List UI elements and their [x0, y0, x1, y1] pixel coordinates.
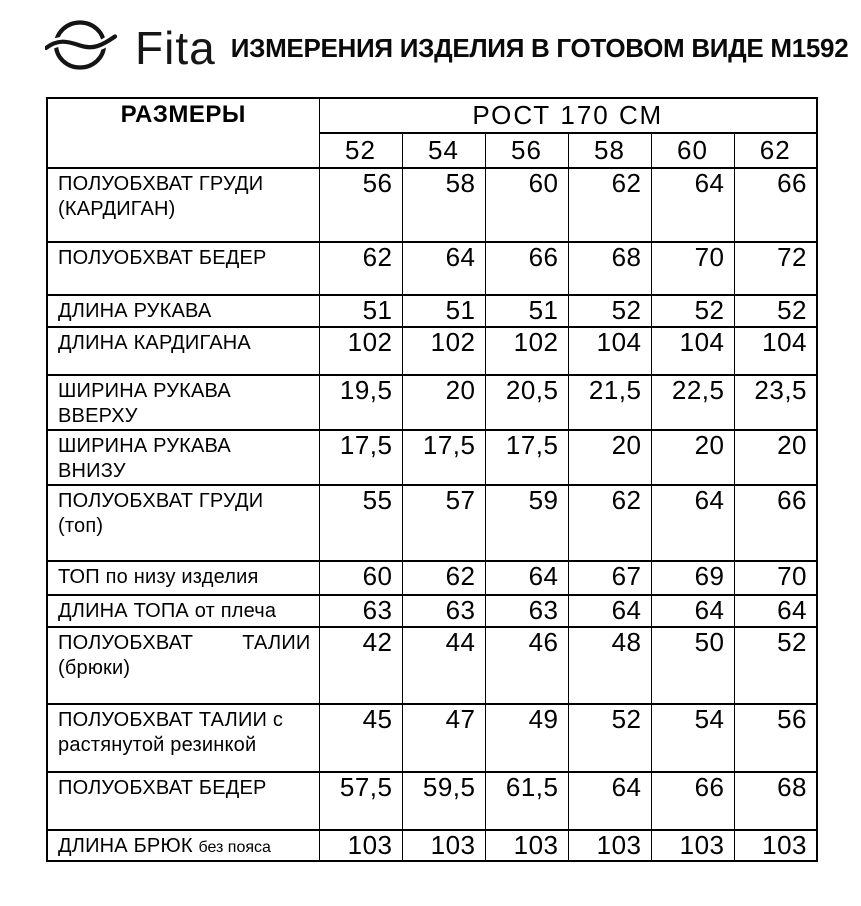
- measurement-value: 23,5: [734, 375, 817, 430]
- measurement-label: [47, 772, 319, 830]
- measurement-value: 20: [734, 430, 817, 485]
- table-row: [47, 704, 817, 772]
- measurement-value: 67: [568, 561, 651, 595]
- measurement-label-line: (топ): [58, 515, 104, 537]
- measurement-value: 64: [568, 595, 651, 627]
- measurement-label: [47, 704, 319, 772]
- measurement-label-line: ШИРИНА РУКАВА: [58, 435, 231, 457]
- measurement-label-line: ПОЛУОБХВАТ ГРУДИ: [58, 490, 264, 512]
- brand-wordmark: Fita: [135, 22, 216, 74]
- measurement-value: 58: [402, 168, 485, 242]
- measurement-label-line: ПОЛУОБХВАТ ТАЛИИ: [58, 632, 311, 654]
- measurement-value: 103: [402, 830, 485, 861]
- measurement-label-line: растянутой резинкой: [58, 734, 257, 756]
- measurement-label: [47, 375, 319, 430]
- measurement-value: 64: [734, 595, 817, 627]
- table-body: [47, 168, 817, 861]
- measurement-value: 102: [319, 327, 402, 375]
- measurement-label: [47, 627, 319, 704]
- page-title: ИЗМЕРЕНИЯ ИЗДЕЛИЯ В ГОТОВОМ ВИДЕ М1592: [230, 32, 849, 63]
- measurement-value: 47: [402, 704, 485, 772]
- measurement-value: 51: [485, 295, 568, 327]
- measurement-label: [47, 327, 319, 375]
- page-header: [0, 0, 861, 82]
- measurement-value: 42: [319, 627, 402, 704]
- measurement-value: 64: [402, 242, 485, 295]
- measurement-label-line: ПОЛУОБХВАТ БЕДЕР: [58, 247, 267, 269]
- measurement-value: 52: [568, 295, 651, 327]
- measurement-value: 63: [319, 595, 402, 627]
- measurement-value: 104: [568, 327, 651, 375]
- measurement-value: 103: [734, 830, 817, 861]
- measurement-label-line: ШИРИНА РУКАВА: [58, 380, 231, 402]
- measurement-value: 22,5: [651, 375, 734, 430]
- measurement-value: 17,5: [485, 430, 568, 485]
- measurement-label-note: без пояса: [198, 839, 271, 856]
- table-row: [47, 627, 817, 704]
- measurement-value: 20: [568, 430, 651, 485]
- measurement-label-line: ВВЕРХУ: [58, 405, 138, 427]
- measurement-value: 20: [402, 375, 485, 430]
- measurement-label: [47, 295, 319, 327]
- measurement-value: 64: [651, 595, 734, 627]
- size-column-header: 62: [734, 133, 817, 168]
- measurement-value: 72: [734, 242, 817, 295]
- measurement-value: 103: [568, 830, 651, 861]
- measurement-value: 68: [568, 242, 651, 295]
- sizes-corner-header: РАЗМЕРЫ: [47, 98, 319, 168]
- table-row: [47, 295, 817, 327]
- table-row: [47, 485, 817, 561]
- measurement-value: 59,5: [402, 772, 485, 830]
- measurement-value: 21,5: [568, 375, 651, 430]
- measurement-label: [47, 168, 319, 242]
- measurement-value: 103: [651, 830, 734, 861]
- measurements-table: [46, 97, 818, 862]
- measurement-value: 60: [319, 561, 402, 595]
- measurement-label: [47, 485, 319, 561]
- measurement-value: 61,5: [485, 772, 568, 830]
- table-row: [47, 561, 817, 595]
- measurement-value: 52: [651, 295, 734, 327]
- measurement-value: 104: [734, 327, 817, 375]
- measurement-value: 64: [651, 485, 734, 561]
- measurement-value: 66: [651, 772, 734, 830]
- group-header-row: [47, 98, 817, 133]
- measurement-value: 64: [568, 772, 651, 830]
- table-header: [47, 98, 817, 168]
- measurement-value: 62: [568, 168, 651, 242]
- measurement-value: 66: [485, 242, 568, 295]
- table-row: [47, 430, 817, 485]
- measurement-value: 66: [734, 485, 817, 561]
- measurement-label-line: ПОЛУОБХВАТ БЕДЕР: [58, 777, 267, 799]
- measurement-value: 66: [734, 168, 817, 242]
- ellipse-wave-logo-icon: [45, 14, 123, 82]
- measurement-value: 62: [319, 242, 402, 295]
- size-column-header: 54: [402, 133, 485, 168]
- measurement-value: 17,5: [319, 430, 402, 485]
- brand-logo: [45, 14, 216, 82]
- measurement-value: 49: [485, 704, 568, 772]
- measurement-value: 52: [734, 295, 817, 327]
- measurement-value: 52: [734, 627, 817, 704]
- table-row: [47, 595, 817, 627]
- measurement-label-line: ВНИЗУ: [58, 460, 126, 482]
- measurement-value: 54: [651, 704, 734, 772]
- measurement-value: 60: [485, 168, 568, 242]
- measurement-value: 62: [568, 485, 651, 561]
- measurement-value: 45: [319, 704, 402, 772]
- size-column-header: 56: [485, 133, 568, 168]
- measurement-value: 62: [402, 561, 485, 595]
- measurement-label-line: (КАРДИГАН): [58, 198, 176, 220]
- measurement-value: 103: [319, 830, 402, 861]
- measurement-value: 46: [485, 627, 568, 704]
- measurement-value: 104: [651, 327, 734, 375]
- measurement-value: 20,5: [485, 375, 568, 430]
- measurement-label: [47, 595, 319, 627]
- measurement-label: [47, 561, 319, 595]
- measurement-value: 59: [485, 485, 568, 561]
- table-row: [47, 830, 817, 861]
- measurement-label-line: (брюки): [58, 657, 131, 679]
- measurement-label-line: ДЛИНА ТОПА от плеча: [58, 600, 277, 622]
- measurement-label: [47, 242, 319, 295]
- measurement-value: 48: [568, 627, 651, 704]
- measurement-value: 51: [319, 295, 402, 327]
- measurement-value: 64: [651, 168, 734, 242]
- measurement-value: 19,5: [319, 375, 402, 430]
- measurement-value: 63: [402, 595, 485, 627]
- table-row: [47, 327, 817, 375]
- measurement-label: [47, 830, 319, 861]
- measurement-value: 17,5: [402, 430, 485, 485]
- measurement-value: 56: [734, 704, 817, 772]
- measurement-label-line: ДЛИНА КАРДИГАНА: [58, 332, 251, 354]
- height-group-header: РОСТ 170 СМ: [319, 98, 817, 133]
- table-row: [47, 375, 817, 430]
- measurement-value: 57: [402, 485, 485, 561]
- measurement-value: 102: [402, 327, 485, 375]
- measurement-value: 64: [485, 561, 568, 595]
- measurement-label: [47, 430, 319, 485]
- size-column-header: 60: [651, 133, 734, 168]
- table-row: [47, 242, 817, 295]
- table-row: [47, 168, 817, 242]
- measurement-value: 51: [402, 295, 485, 327]
- measurement-value: 55: [319, 485, 402, 561]
- measurement-value: 102: [485, 327, 568, 375]
- table-row: [47, 772, 817, 830]
- measurement-value: 56: [319, 168, 402, 242]
- measurement-value: 68: [734, 772, 817, 830]
- size-column-header: 58: [568, 133, 651, 168]
- measurement-label-line: ПОЛУОБХВАТ ТАЛИИ с: [58, 709, 284, 731]
- size-column-header: 52: [319, 133, 402, 168]
- measurement-value: 20: [651, 430, 734, 485]
- measurement-value: 69: [651, 561, 734, 595]
- measurement-value: 50: [651, 627, 734, 704]
- measurement-value: 70: [734, 561, 817, 595]
- measurement-value: 70: [651, 242, 734, 295]
- measurement-value: 44: [402, 627, 485, 704]
- measurement-label-line: ДЛИНА РУКАВА: [58, 300, 212, 322]
- measurement-value: 63: [485, 595, 568, 627]
- measurement-value: 57,5: [319, 772, 402, 830]
- measurement-value: 103: [485, 830, 568, 861]
- measurement-label-line: ПОЛУОБХВАТ ГРУДИ: [58, 173, 264, 195]
- measurement-label-line: ДЛИНА БРЮК: [58, 835, 193, 857]
- measurement-value: 52: [568, 704, 651, 772]
- measurement-label-line: ТОП по низу изделия: [58, 566, 259, 588]
